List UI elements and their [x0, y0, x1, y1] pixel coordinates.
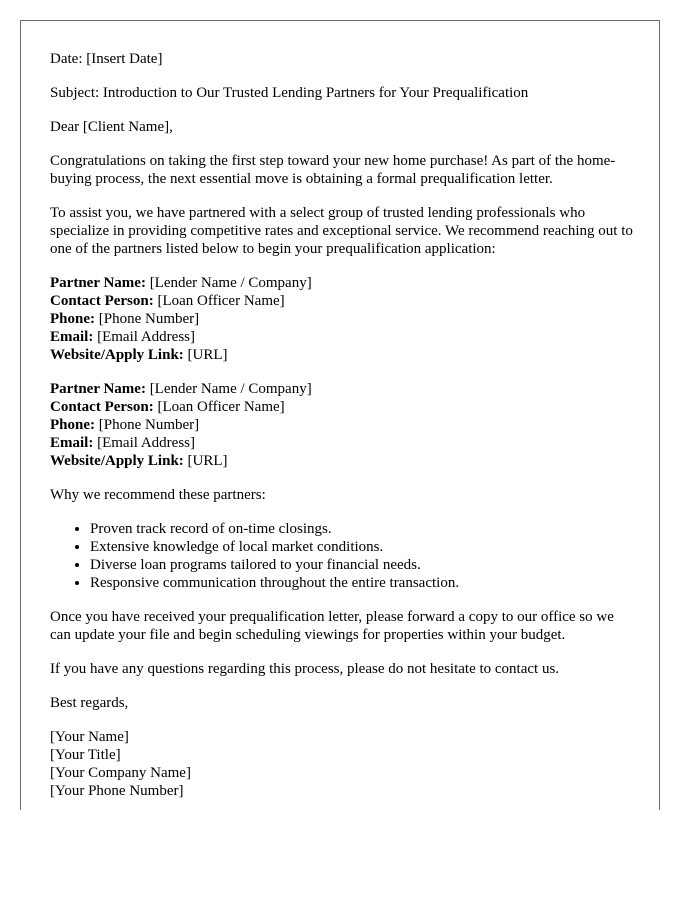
partner-name-value: [Lender Name / Company] [145, 275, 312, 291]
why-recommend-heading: Why we recommend these partners: [50, 487, 266, 503]
questions-paragraph: If you have any questions regarding this process, please do not hesitate to contact us. [50, 661, 560, 677]
contact-person-row [50, 398, 659, 416]
subject-line: Subject: Introduction to Our Trusted Lending Partners for Your Prequalification [50, 85, 529, 101]
date-line: Date: [Insert Date] [50, 51, 163, 67]
list-item: • Responsive communication throughout the entire transaction. [90, 574, 659, 592]
letter-page [20, 20, 660, 810]
list-item: • Diverse loan programs tailored to your financial needs. [90, 556, 659, 574]
contact-person-row [50, 292, 659, 310]
signature-phone: [Your Phone Number] [50, 783, 184, 799]
email-value: [Email Address] [93, 435, 195, 451]
signature-name: [Your Name] [50, 729, 129, 745]
website-row [50, 346, 659, 364]
email-value: [Email Address] [93, 329, 195, 345]
partner-name-row [50, 274, 659, 292]
contact-person-value: [Loan Officer Name] [153, 293, 285, 309]
partner-details-1 [50, 274, 659, 364]
intro-paragraph: Congratulations on taking the first step toward your new home purchase! As part of the home-buying process, the next essential move is obtaining a formal prequalification letter. [50, 153, 616, 187]
phone-value: [Phone Number] [95, 311, 200, 327]
closing: Best regards, [50, 695, 129, 711]
reasons-list [50, 520, 659, 592]
list-item: • Extensive knowledge of local market conditions. [90, 538, 659, 556]
phone-label: Phone: [50, 417, 95, 433]
contact-person-label: Contact Person: [50, 293, 154, 309]
website-label: Website/Apply Link: [50, 453, 184, 469]
partner-name-label: Partner Name: [50, 381, 146, 397]
website-value: [URL] [183, 453, 228, 469]
list-item: • Proven track record of on-time closings. [90, 520, 659, 538]
salutation: Dear [Client Name], [50, 119, 173, 135]
email-label: Email: [50, 329, 94, 345]
email-label: Email: [50, 435, 94, 451]
phone-label: Phone: [50, 311, 95, 327]
email-row [50, 328, 659, 346]
contact-person-value: [Loan Officer Name] [153, 399, 285, 415]
partnership-paragraph: To assist you, we have partnered with a select group of trusted lending professionals who specialize in providing competitive rates and exceptional service. We recommend reaching out to one of the partners listed below to begin your prequalification application: [50, 205, 633, 257]
signature-company: [Your Company Name] [50, 765, 191, 781]
signature-title: [Your Title] [50, 747, 121, 763]
website-label: Website/Apply Link: [50, 347, 184, 363]
email-row [50, 434, 659, 452]
website-value: [URL] [183, 347, 228, 363]
forward-copy-paragraph: Once you have received your prequalification letter, please forward a copy to our office so we can update your file and begin scheduling viewings for properties within your budget. [50, 609, 614, 643]
phone-row [50, 310, 659, 328]
phone-value: [Phone Number] [95, 417, 200, 433]
partner-name-label: Partner Name: [50, 275, 146, 291]
partner-name-row [50, 380, 659, 398]
phone-row [50, 416, 659, 434]
partner-name-value: [Lender Name / Company] [145, 381, 312, 397]
signature-block [50, 728, 659, 800]
partner-details-2 [50, 380, 659, 470]
website-row [50, 452, 659, 470]
contact-person-label: Contact Person: [50, 399, 154, 415]
